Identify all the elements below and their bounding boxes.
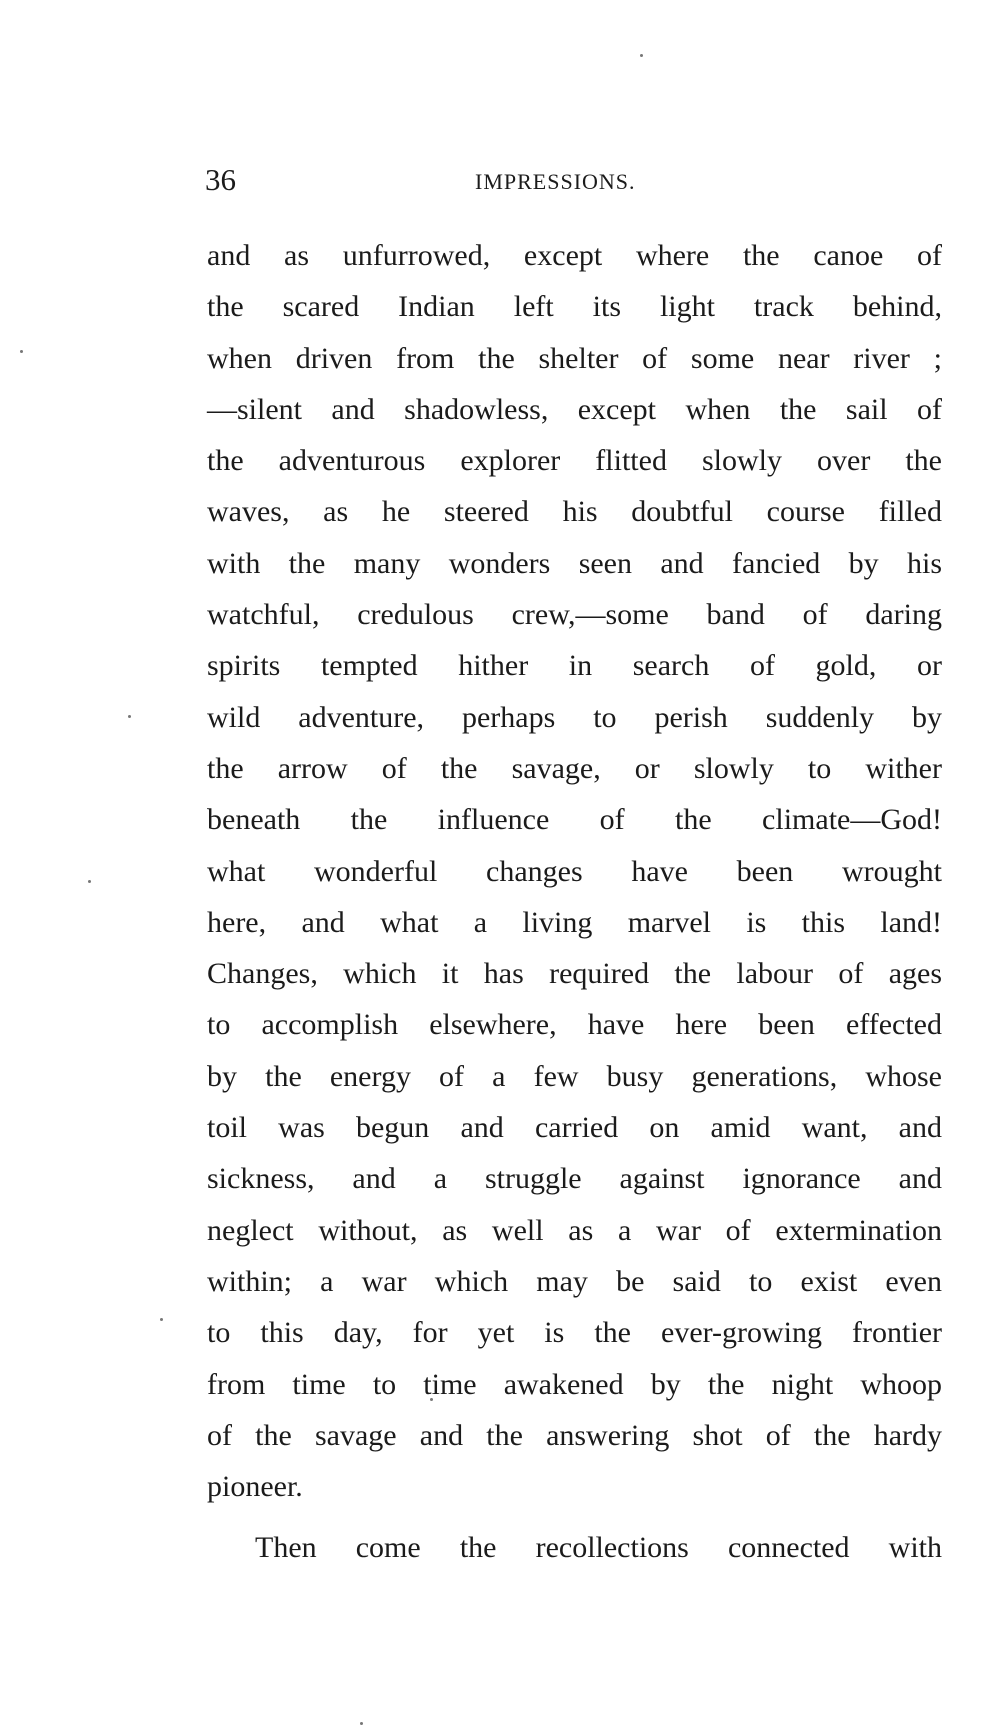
text-line: sickness, and a struggle against ignorance and (207, 1162, 942, 1196)
paragraph-gap (207, 1512, 942, 1522)
text-line: toil was begun and carried on amid want, and (207, 1111, 942, 1145)
text-line: what wonderful changes have been wrought (207, 854, 942, 888)
text-line: the arrow of the savage, or slowly to wither (207, 751, 942, 785)
text-line: spirits tempted hither in search of gold, or (207, 649, 942, 683)
running-head: IMPRESSIONS. (475, 169, 636, 194)
text-line: the adventurous explorer flitted slowly over the (207, 444, 942, 478)
text-line: within; a war which may be said to exist even (207, 1264, 942, 1298)
text-line: Changes, which it has required the labour of ages (207, 957, 942, 991)
paper-speck (360, 1722, 363, 1725)
body-text (207, 230, 942, 1574)
text-line: here, and what a living marvel is this land! (207, 905, 942, 939)
paper-speck (160, 1318, 163, 1321)
text-line: from time to time awakened by the night whoop (207, 1367, 942, 1401)
text-line: Then come the recollections connected with (255, 1531, 942, 1565)
text-line: with the many wonders seen and fancied by his (207, 546, 942, 580)
paper-speck (640, 54, 643, 57)
page-header (205, 162, 945, 202)
text-line: beneath the influence of the climate—God! (207, 803, 942, 837)
paragraph (207, 230, 942, 1512)
text-line: watchful, credulous crew,—some band of daring (207, 598, 942, 632)
text-line: neglect without, as well as a war of extermination (207, 1213, 942, 1247)
text-line: when driven from the shelter of some near river ; (207, 341, 942, 375)
text-line: the scared Indian left its light track behind, (207, 290, 942, 324)
paper-speck (20, 350, 23, 353)
paper-speck (88, 880, 91, 883)
text-line: waves, as he steered his doubtful course filled (207, 495, 942, 529)
text-line: of the savage and the answering shot of the hardy (207, 1418, 942, 1452)
text-line: wild adventure, perhaps to perish suddenly by (207, 700, 942, 734)
text-line: to this day, for yet is the ever-growing frontier (207, 1316, 942, 1350)
text-line: —silent and shadowless, except when the sail of (207, 392, 942, 426)
text-line: pioneer. (207, 1470, 303, 1504)
text-line: to accomplish elsewhere, have here been effected (207, 1008, 942, 1042)
paragraph (207, 1522, 942, 1573)
text-line: by the energy of a few busy generations, whose (207, 1059, 942, 1093)
text-line: and as unfurrowed, except where the canoe of (207, 239, 942, 272)
paper-speck (128, 715, 131, 718)
page-number: 36 (205, 162, 236, 197)
